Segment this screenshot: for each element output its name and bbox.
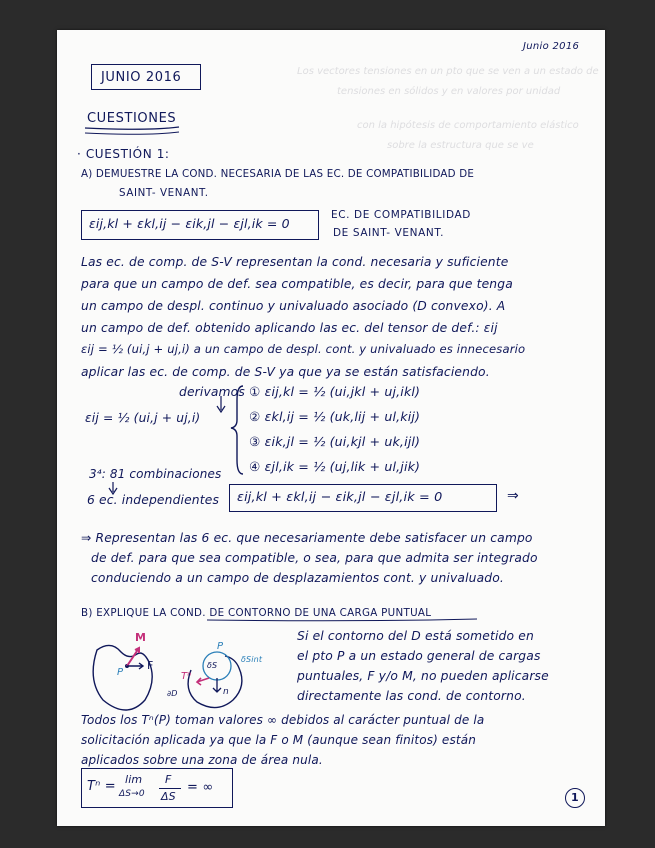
label-M: M [135,631,147,644]
part-b-text: Si el contorno del D está sometido en [297,629,534,643]
independent-eq-label: 6 ec. independientes [87,493,219,507]
bleed-through: con la hipótesis de comportamiento elástico [357,120,579,131]
bleed-through: sobre la estructura que se ve [387,140,534,151]
conclusion-line: de def. para que sea compatible, o sea, para que admita ser integrado [91,551,538,565]
down-arrow [109,482,117,494]
derivation-brace [231,386,243,474]
part-a-line2: SAINT- VENANT. [119,187,209,199]
part-b-text2: solicitación aplicada ya que la F o M (aunque sean finitos) están [81,733,476,747]
down-arrow [217,396,225,412]
bleed-through: tensiones en sólidos y en valores por unidad [337,86,561,97]
paragraph-line: aplicar las ec. de comp. de S-V ya que ya se están satisfaciendo. [81,365,490,379]
section-heading: CUESTIONES [87,111,177,126]
part-b-text2: aplicados sobre una zona de área nula. [81,753,323,767]
paragraph-line: un campo de despl. continuo y univaluado asociado (D convexo). A [81,299,506,313]
label-dSint: δSint [241,655,263,664]
paragraph-line: un campo de def. obtenido aplicando las ec. del tensor de def.: εij [81,321,498,335]
page-date: Junio 2016 [523,41,580,52]
paragraph-line: para que un campo de def. sea compatible, es decir, para que tenga [81,277,513,291]
notebook-page [57,30,605,826]
paragraph-line: εij = ½ (ui,j + uj,i) a un campo de despl. cont. y univaluado es innecesario [81,342,526,356]
implies-arrow: ⇒ [507,488,519,504]
part-b-heading: B) EXPLIQUE LA COND. DE CONTORNO DE UNA CARGA PUNTUAL [81,607,432,619]
page-title: JUNIO 2016 [101,70,182,85]
limit-sub: ΔS→0 [119,789,145,799]
bleed-through: Los vectores tensiones en un pto que se ven a un estado de [297,66,599,77]
compatibility-eq: εij,kl + εkl,ij − εik,jl − εjl,ik = 0 [89,216,290,231]
strain-definition: εij = ½ (ui,j + uj,i) [85,411,201,425]
heading-underline [207,619,477,621]
limit-denominator: ΔS [161,790,176,803]
section-underline [85,127,179,129]
part-a-line1: A) DEMUESTRE LA COND. NECESARIA DE LAS EC. DE COMPATIBILIDAD DE [81,168,475,180]
limit-lim: lim [125,773,143,786]
label-F: F [147,659,154,672]
eq-label-line1: EC. DE COMPATIBILIDAD [331,209,471,221]
label-P1: P [117,667,124,678]
derivative-3: ③ εik,jl = ½ (ui,kjl + uk,ijl) [249,434,421,449]
section-underline [85,132,179,134]
label-dD: ∂D [167,689,178,698]
part-b-text: el pto P a un estado general de cargas [297,649,541,663]
limit-result: = ∞ [187,780,214,795]
limit-T: Tⁿ = [87,779,116,794]
traction-arrow [197,678,209,685]
derivative-2: ② εkl,ij = ½ (uk,lij + ul,kij) [249,409,421,424]
derivative-4: ④ εjl,ik = ½ (uj,lik + ul,jik) [249,459,421,474]
question-heading: · CUESTIÓN 1: [77,147,170,161]
part-b-text: directamente las cond. de contorno. [297,689,526,703]
annotations-svg [57,30,605,826]
final-eq: εij,kl + εkl,ij − εik,jl − εjl,ik = 0 [237,490,443,505]
label-P2: P [217,641,224,652]
limit-numerator: F [165,773,172,786]
derivative-1: ① εij,kl = ½ (ui,jkl + uj,ikl) [249,384,421,399]
part-b-text2: Todos los Tⁿ(P) toman valores ∞ debidos al carácter puntual de la [81,713,485,727]
eq-label-line2: DE SAINT- VENANT. [333,227,445,239]
conclusion-line: ⇒ Representan las 6 ec. que necesariamente debe satisfacer un campo [81,531,533,545]
label-n: n [223,687,229,697]
part-b-text: puntuales, F y/o M, no pueden aplicarse [297,669,549,683]
derivamos-label: derivamos [179,385,245,399]
conclusion-line: conduciendo a un campo de desplazamientos cont. y univaluado. [91,571,504,585]
page-number: 1 [571,791,579,804]
combinations-label: 3⁴: 81 combinaciones [89,467,222,481]
paragraph-line: Las ec. de comp. de S-V representan la cond. necesaria y suficiente [81,255,509,269]
label-Tn: Tⁿ [181,671,192,682]
label-dS: δS [207,661,218,670]
